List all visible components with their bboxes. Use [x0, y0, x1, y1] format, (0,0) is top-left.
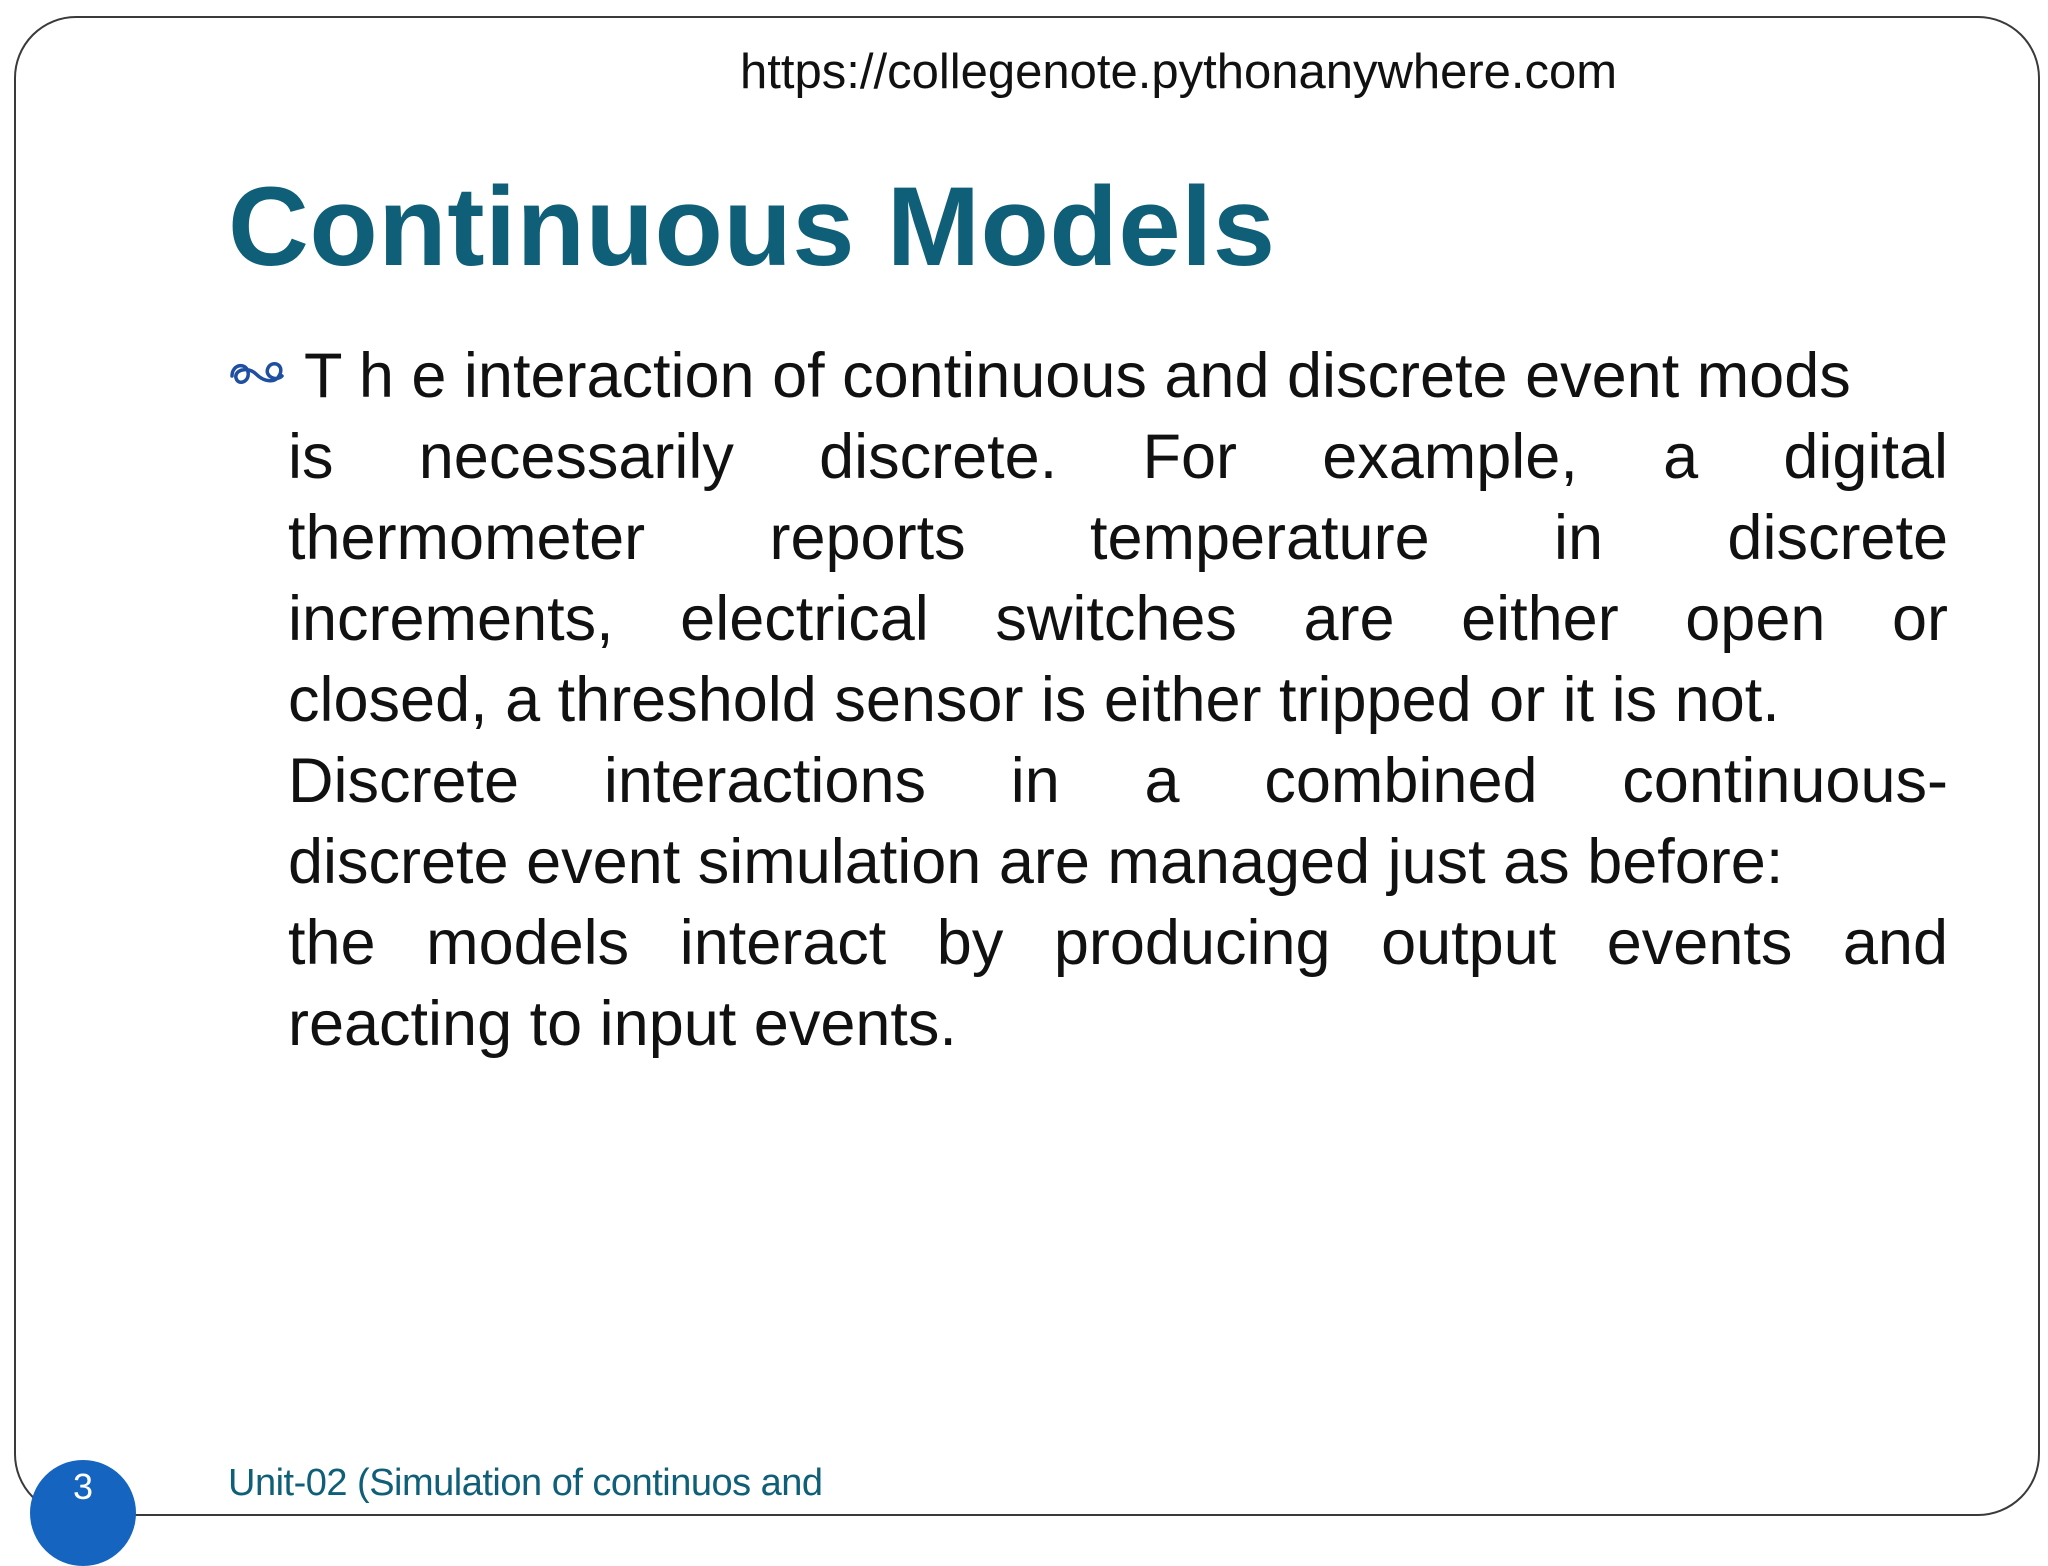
slide-title: Continuous Models — [228, 164, 1276, 289]
paragraph-line: Discrete interactions in a combined continuous- — [288, 746, 1948, 816]
paragraph-line: thermometer reports temperature in discrete — [288, 503, 1948, 573]
curl-bullet-icon — [226, 354, 286, 394]
paragraph-line: is necessarily discrete. For example, a digital — [288, 422, 1948, 492]
paragraph-line: the models interact by producing output events and — [288, 908, 1948, 978]
paragraph-line: reacting to input events. — [288, 989, 957, 1059]
slide-footer: Unit-02 (Simulation of continuos and — [228, 1462, 823, 1504]
source-url[interactable]: https://collegenote.pythonanywhere.com — [740, 45, 1618, 99]
paragraph-line: discrete event simulation are managed just as before: — [288, 827, 1784, 897]
slide-body-paragraph — [288, 336, 1948, 1065]
paragraph-line: increments, electrical switches are either open or — [288, 584, 1948, 654]
paragraph-line: T h e interaction of continuous and discrete event mods — [304, 341, 1851, 411]
page-number: 3 — [72, 1466, 94, 1507]
paragraph-line: closed, a threshold sensor is either tripped or it is not. — [288, 665, 1780, 735]
